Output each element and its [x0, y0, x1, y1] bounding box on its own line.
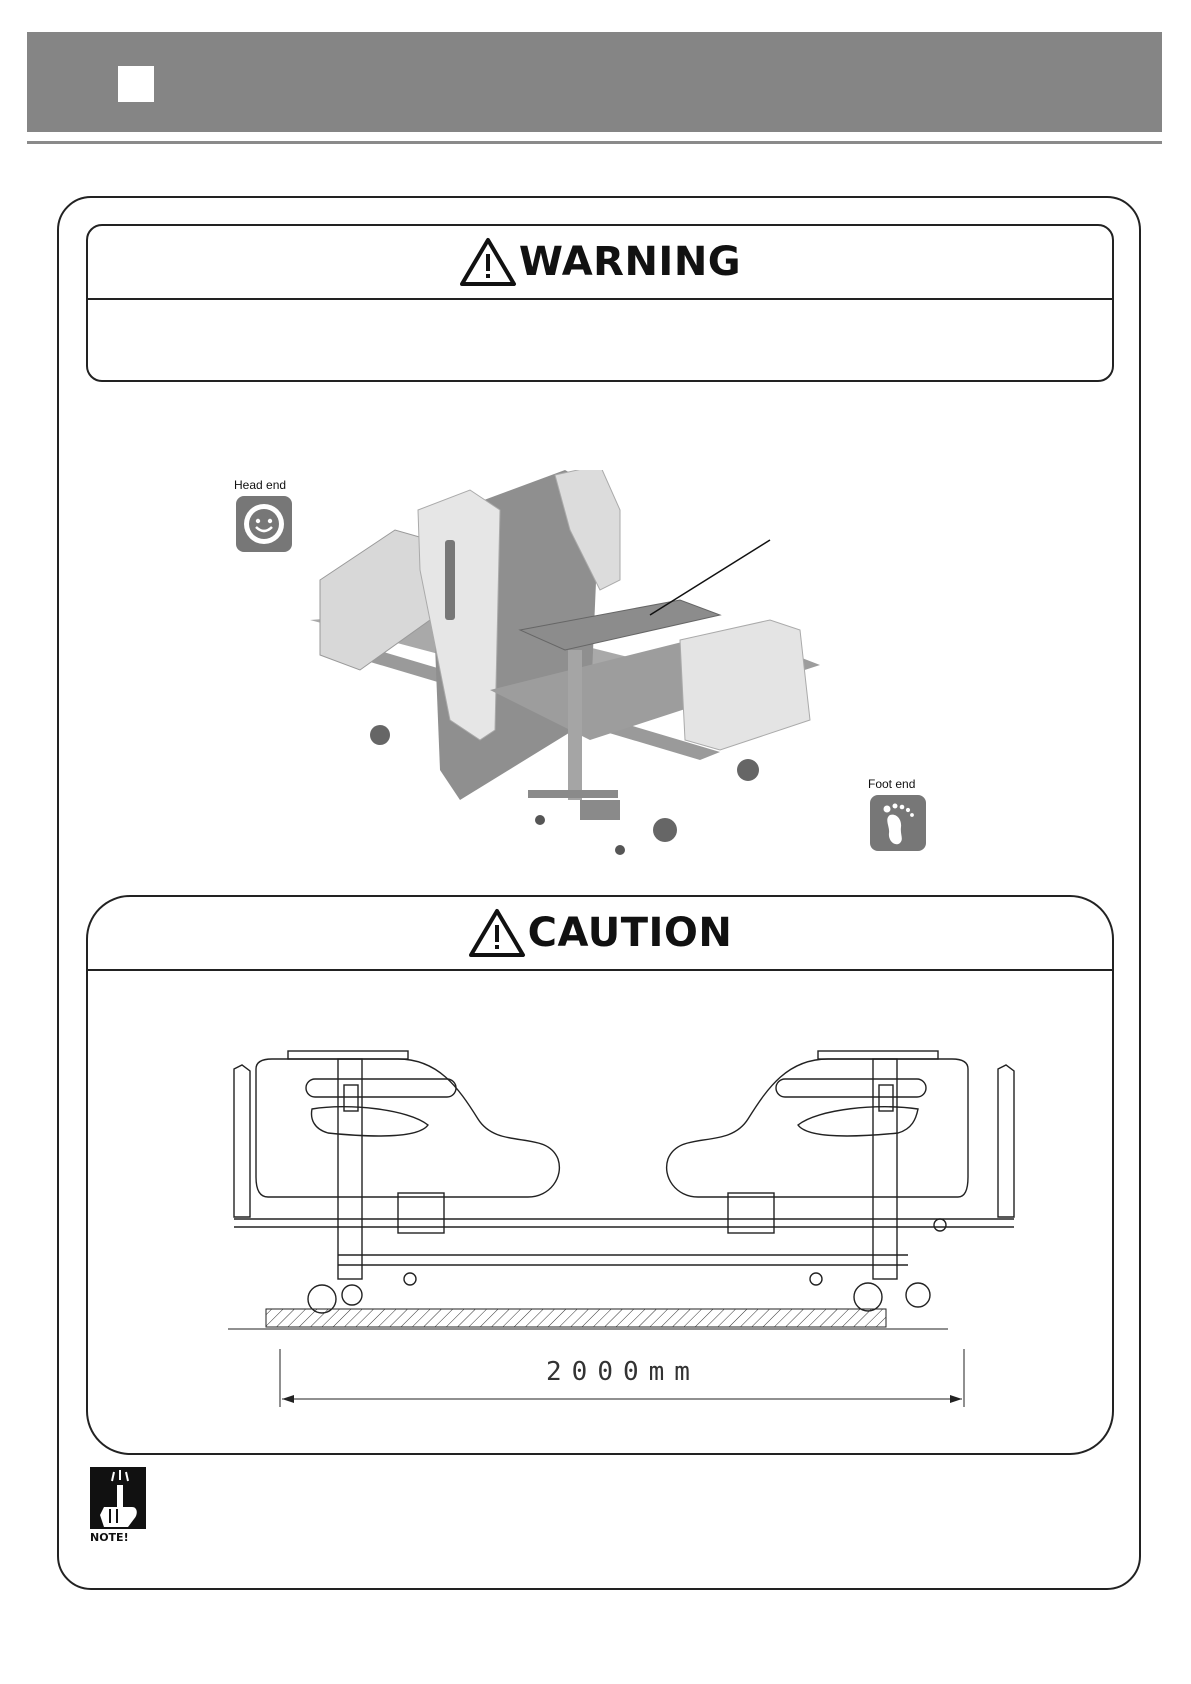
foot-end-label: Foot end — [868, 777, 916, 791]
note-label: NOTE! — [90, 1531, 129, 1544]
bed-side-view-drawing — [228, 1047, 1058, 1332]
head-end-label: Head end — [234, 478, 287, 492]
head-end-icon — [236, 496, 292, 552]
header-rule — [27, 141, 1162, 144]
dimension-label: 2000mm — [546, 1357, 700, 1387]
caution-title: CAUTION — [527, 910, 733, 956]
section-marker — [118, 66, 154, 102]
note-hand-icon — [90, 1467, 146, 1539]
header-band — [27, 32, 1162, 132]
foot-end-icon — [870, 795, 926, 851]
warning-box — [86, 224, 1114, 382]
warning-title: WARNING — [518, 239, 742, 285]
warning-triangle-icon — [459, 237, 517, 287]
bed-with-table-illustration — [300, 470, 870, 870]
caution-header — [88, 897, 1112, 971]
warning-header — [88, 226, 1112, 300]
caution-box — [86, 895, 1114, 1455]
caution-triangle-icon — [468, 908, 526, 958]
